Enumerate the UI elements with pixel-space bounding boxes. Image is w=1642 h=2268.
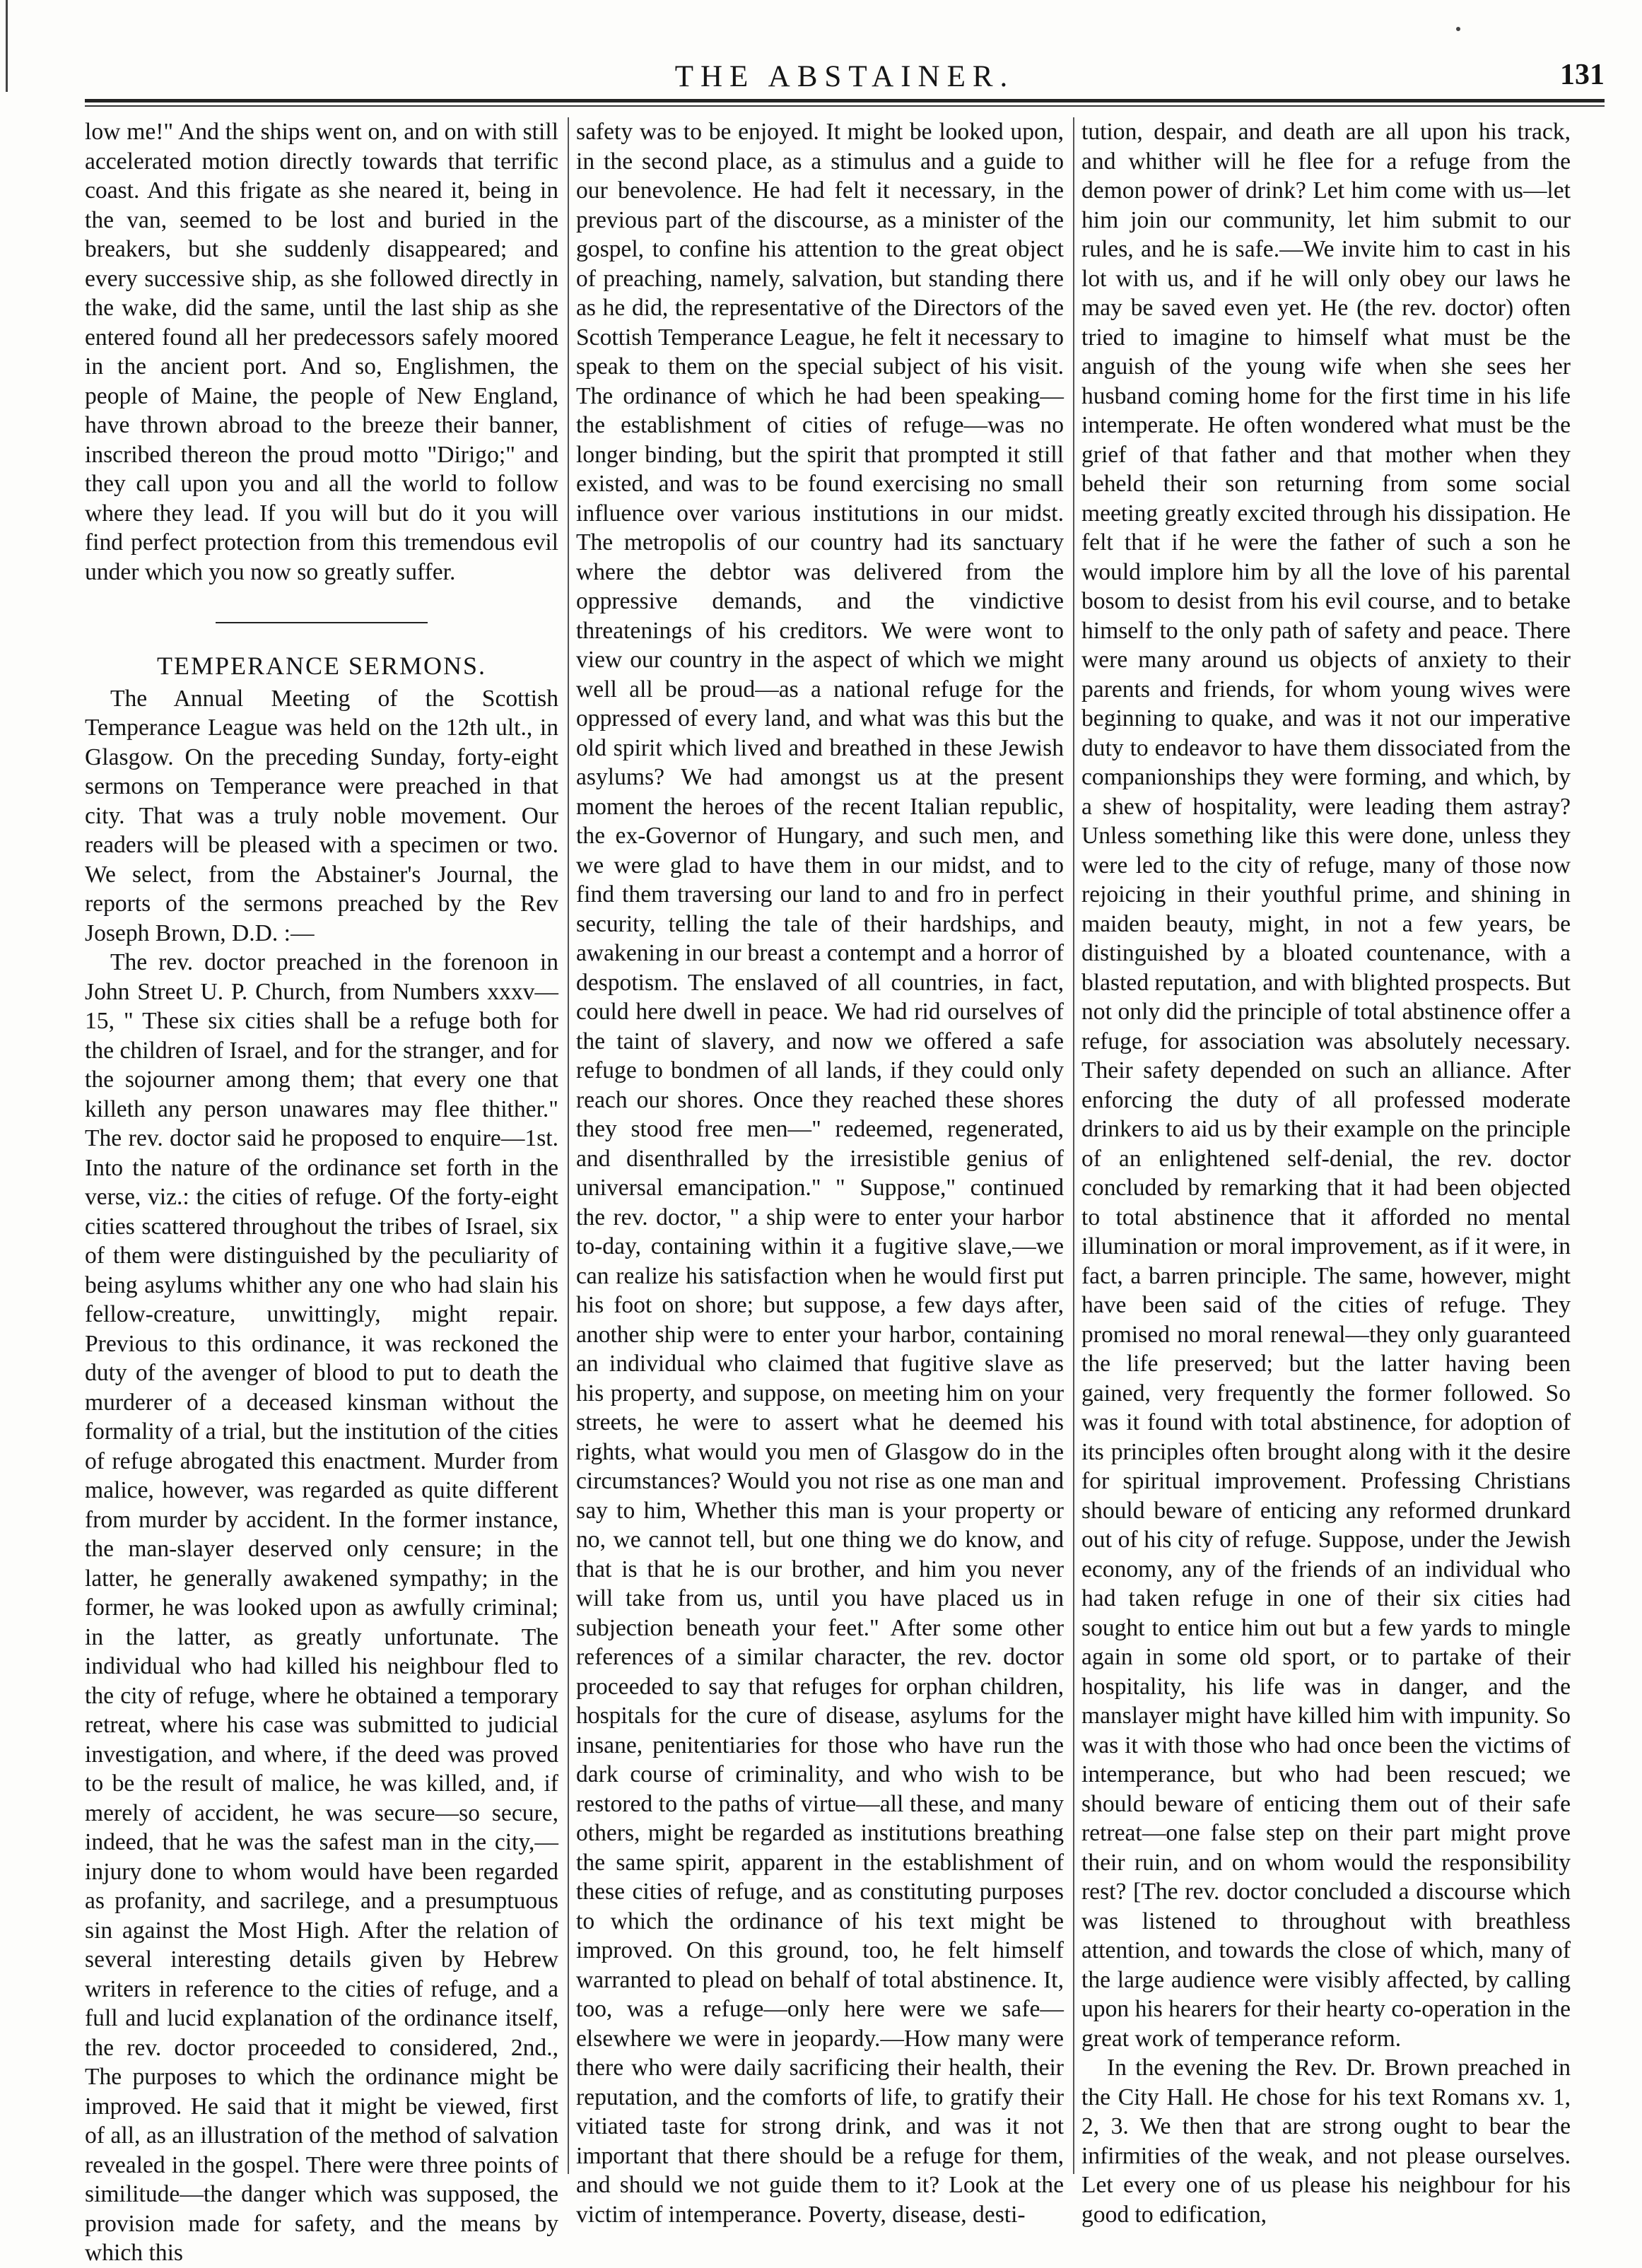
meeting-paragraph: The Annual Meeting of the Scottish Temperance League was held on the 12th ult., in Glasgow. On the preceding Sunday, forty-eight sermons on Temperance were preached in that city. That was a truly noble movement. Our readers will be pleased with a specimen or two. We select, from the Abstainer's Journal, the reports of the sermons preached by the Rev Joseph Brown, D.D. :— [85, 685, 558, 946]
page-number: 131 [1560, 59, 1605, 91]
sermon-conclusion-paragraph: tution, despair, and death are all upon his track, and whither will he flee for a refuge from the demon power of drink? Let him come with us—let him join our community, let him submit to our rules, and he is safe.—We invite him to cast in his lot with us, and if he will only obey our laws he may be saved even yet. He (the rev. doctor) often tried to imagine to himself what must be the anguish of the young wife when she sees her husband coming home for the first time in his life intemperate. He often wondered what must be the grief of that father and that mother when they beheld their son returning from some social meeting greatly excited through his dissipation. He felt that if he were the father of such a son he would implore him by all the love of his parental bosom to desist from his evil course, and to betake himself to the only path of safety and peace. There were many around us objects of anxiety to their parents and friends, for whom young wives were beginning to quake, and was it not our imperative duty to endeavor to have them dissociated from the companionships they were forming, and which, by a shew of hospitality, were leading them astray? Unless something like this were done, unless they were led to the city of refuge, many of those now rejoicing in their youthful prime, and shining in maiden beauty, might, in not a few years, be distinguished by a bloated countenance, with a blasted reputation, and with blighted prospects. But not only did the principle of total abstinence offer a refuge, for association was absolutely necessary. Their safety depended on such an alliance. After enforcing the duty of all professed moderate drinkers to aid us by their example on the principle of an enlightened self-denial, the rev. doctor concluded by remarking that it had been objected to total abstinence that it afforded no mental illumination or moral improvement, as if it were, in fact, a barren principle. The same, however, might have been said of the cities of refuge. They promised no moral renewal—they only guaranteed the life preserved; but the latter having been gained, very frequently the former followed. So was it found with total abstinence, for adoption of its principles often brought along with it the desire for spiritual improvement. Professing Christians should beware of enticing any reformed drunkard out of his city of refuge. Suppose, under the Jewish economy, any of the friends of an individual who had taken refuge in one of their six cities had sought to entice him out but a few yards to mingle again in some old sport, or to partake of their hospitality, his life was in danger, and the manslayer might have killed him with impunity. So was it with those who had once been the victims of intemperance, but who had been rescued; we should beware of enticing them out of their safe retreat—one false step on their part might prove their ruin, and on whom would the responsibility rest? [The rev. doctor concluded a discourse which was listened to throughout with breathless attention, and towards the close of which, many of the large audience were visibly affected, by calling upon his hearers for their hearty co-operation in the great work of temperance reform. [1081, 119, 1571, 2052]
section-heading: TEMPERANCE SERMONS. [156, 652, 487, 680]
header-rule-thick [85, 99, 1605, 102]
page-edge-mark-right [1456, 27, 1460, 31]
sermon-paragraph: The rev. doctor preached in the forenoon in John Street U. P. Church, from Numbers xxxv—15, " These six cities shall be a refuge both for the children of Israel, and for the stranger, and for the sojourner among them; that every one that killeth any person unawares may flee thither." The rev. doctor said he proposed to enquire—1st. Into the nature of the ordinance set forth in the verse, viz.: the cities of refuge. Of the forty-eight cities scattered throughout the tribes of Israel, six of them were distinguished by the peculiarity of being asylums whither any one who had slain his fellow-creature, unwittingly, might repair. Previous to this ordinance, it was reckoned the duty of the avenger of blood to put to death the murderer of a deceased kinsman without the formality of a trial, but the institution of the cities of refuge abrogated this enactment. Murder from malice, however, was regarded as quite different from murder by accident. In the former instance, the man-slayer deserved only censure; in the latter, he generally awakened sympathy; in the former, he was looked upon as awfully criminal; in the latter, as greatly unfortunate. The individual who had killed his neighbour fled to the city of refuge, where he obtained a temporary retreat, where his case was submitted to judicial investigation, and where, if the deed was proved to be the result of malice, he was killed, and, if merely of accident, he was secure—so secure, indeed, that he was the safest man in the city,—injury done to whom would have been regarded as profanity, and sacrilege, and a presumptuous sin against the Most High. After the relation of several interesting details given by Hebrew writers in reference to the cities of refuge, and a full and lucid explanation of the ordinance itself, the rev. doctor proceeded to considered, 2nd., The purposes to which the ordinance might be improved. He said that it might be viewed, first of all, as an illustration of the method of salvation revealed in the gospel. There were three points of similitude—the danger which was supposed, the provision made for safety, and the means by which this [85, 949, 558, 2266]
evening-sermon-paragraph: In the evening the Rev. Dr. Brown preached in the City Hall. He chose for his text Romans xv. 1, 2, 3. We then that are strong ought to bear the infirmities of the weak, and not please ourselves. Let every one of us please his neighbour for his good to edification, [1081, 2055, 1571, 2228]
sermon-continued-paragraph: safety was to be enjoyed. It might be looked upon, in the second place, as a stimulus and a guide to our benevolence. He had felt it necessary, in the previous part of the discourse, as a minister of the gospel, to confine his attention to the great object of preaching, namely, salvation, but standing there as he did, the representative of the Directors of the Scottish Temperance League, he felt it necessary to speak to them on the special subject of his visit. The ordinance of which he had been speaking—the establishment of cities of refuge—was no longer binding, but the spirit that prompted it still existed, and was to be found exercising no small influence over various institutions in our midst. The metropolis of our country had its sanctuary where the debtor was delivered from the oppressive demands, and the vindictive threatenings of his creditors. We were wont to view our country in the aspect of which we might well all be proud—as a national refuge for the oppressed of every land, and what was this but the old spirit which lived and breathed in these Jewish asylums? We had amongst us at the present moment the heroes of the recent Italian republic, the ex-Governor of Hungary, and such men, and we were glad to have them in our midst, and to find them traversing our land to and fro in perfect security, telling the tale of their hardships, and awakening in our breast a contempt and a horror of despotism. The enslaved of all countries, in fact, could here dwell in peace. We had rid ourselves of the taint of slavery, and now we offered a safe refuge to bondmen of all lands, if they could only reach our shores. Once they reached these shores they stood free men—" redeemed, regenerated, and disenthralled by the irresistible genius of universal emancipation." " Suppose," continued the rev. doctor, " a ship were to enter your harbor to-day, containing within it a fugitive slave,—we can realize his satisfaction when he would first put his foot on shore; but suppose, a few days after, another ship were to enter your harbor, containing an individual who claimed that fugitive slave as his property, and suppose, on meeting him on your streets, he were to assert what he deemed his rights, what would you men of Glasgow do in the circumstances? Would you not rise as one man and say to him, Whether this man is your property or no, we cannot tell, but one thing we do know, and that is that he is our brother, and him you never will take from us, until you have placed us in subjection beneath your feet." After some other references of a similar character, the rev. doctor proceeded to say that refuges for orphan children, hospitals for the cure of disease, asylums for the insane, penitentiaries for those who have run the dark course of criminality, and who wish to be restored to the paths of virtue—all these, and many others, might be regarded as institutions breathing the same spirit, apparent in the establishment of these cities of refuge, and as constituting purposes to which the ordinance of his text might be improved. On this ground, too, he felt himself warranted to plead on behalf of total abstinence. It, too, was a refuge—only here were we safe—elsewhere we were in jeopardy.—How many were there who were daily sacrificing their health, their reputation, and the comforts of life, to gratify their vitiated taste for strong drink, and was it not important that there should be a refuge for them, and should we not guide them to it? Look at the victim of intemperance. Poverty, disease, desti- [576, 119, 1064, 2228]
column-3 [1081, 117, 1571, 2228]
column-1 [85, 117, 558, 2266]
running-title: THE ABSTAINER. [674, 60, 1015, 93]
page-header [85, 57, 1605, 99]
page-edge-mark-left [6, 0, 8, 92]
column-divider-1 [568, 117, 569, 2174]
section-divider [216, 622, 428, 623]
column-divider-2 [1073, 117, 1074, 2174]
header-rule-thin [85, 105, 1605, 107]
continued-paragraph: low me!" And the ships went on, and on with still accelerated motion directly towards that terrific coast. And this frigate as she neared it, being in the van, seemed to be lost and buried in the breakers, but she suddenly disappeared; and every successive ship, as she followed directly in the wake, did the same, until the last ship as she entered found all her predecessors safely moored in the ancient port. And so, Englishmen, the people of Maine, the people of New England, have thrown abroad to the breeze their banner, inscribed thereon the proud motto "Dirigo;" and they call upon you and all the world to follow where they lead. If you will but do it you will find perfect protection from this tremendous evil under which you now so greatly suffer. [85, 119, 558, 585]
column-2 [576, 117, 1064, 2228]
